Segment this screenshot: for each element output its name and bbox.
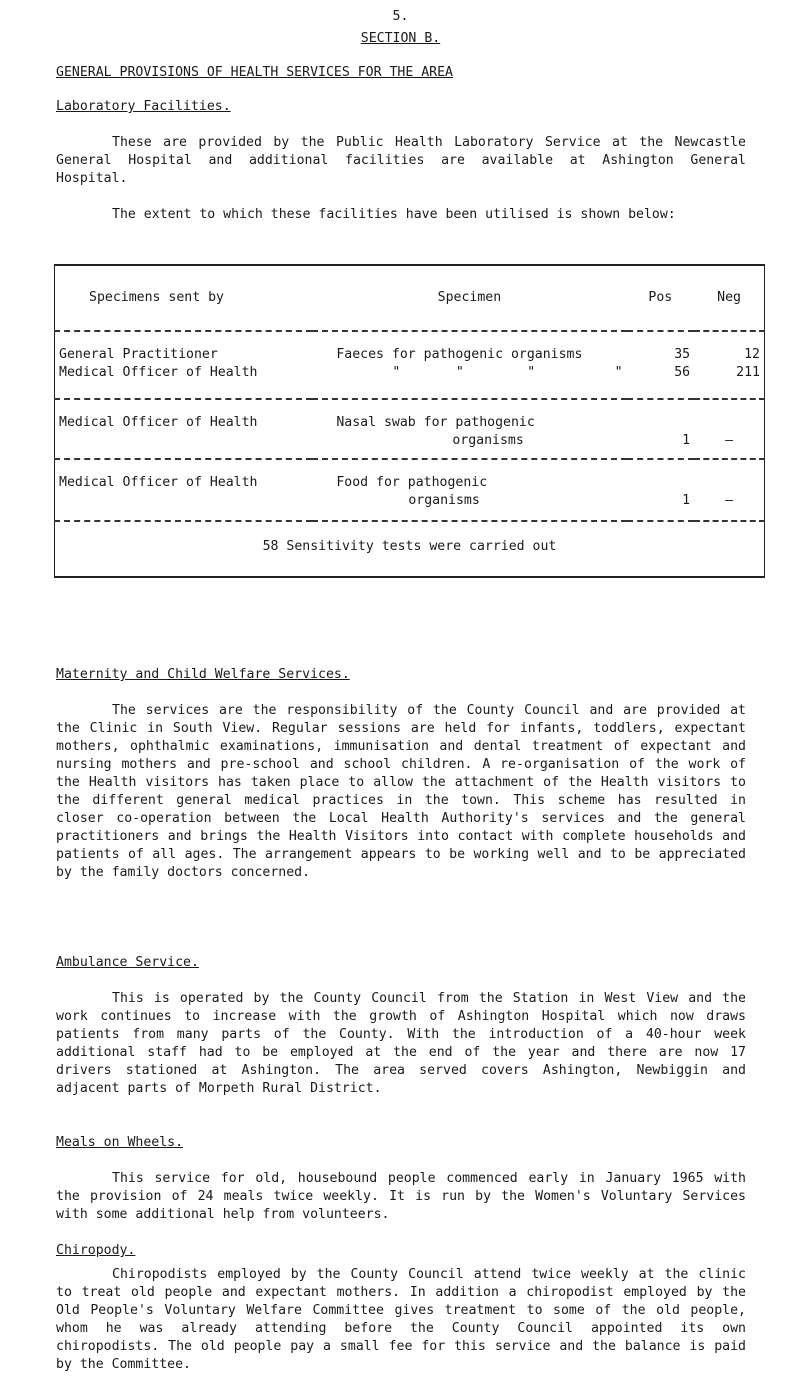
table-row (55, 331, 765, 364)
table-row (55, 459, 765, 521)
meals-paragraph: This service for old, housebound people commenced early in January 1965 with the provision of 24 meals twice weekly. It is run by the Women's Voluntary Services with some additional help from volunteers. (56, 1171, 746, 1222)
header-pos: Pos (648, 290, 673, 305)
chiropody-paragraph: Chiropodists employed by the County Council attend twice weekly at the clinic to treat old people and expectant mothers. In addition a chiropodist employed by the Old People's Voluntary Welfare Committee gives treatment to some of the old people, whom he was already attending before the County Council appointed its own chiropodists. The old people pay a small fee for this service and the balance is paid by the Committee. (56, 1267, 746, 1372)
meals-section (56, 1134, 746, 1224)
specimen-line-1: Food for pathogenic (336, 475, 488, 490)
pos-cell: 56 (674, 365, 691, 380)
header-specimens-sent-by: Specimens sent by (89, 290, 224, 305)
sender-cell: Medical Officer of Health (55, 399, 313, 459)
ambulance-paragraph: This is operated by the County Council from the Station in West View and the work continues to increase with the growth of Ashington Hospital which now draws patients from many parts of the County. With the introduction of a 40-hour week additional staff had to be employed at the end of the year and there are now 17 drivers stationed at Ashington. The area served covers Ashington, Newbiggin and adjacent parts of Morpeth Rural District. (56, 991, 746, 1096)
chiropody-section (56, 1242, 746, 1374)
specimen-line-1: Nasal swab for pathogenic (336, 415, 535, 430)
sensitivity-tests-note: 58 Sensitivity tests were carried out (55, 521, 765, 577)
specimens-table (54, 264, 765, 578)
ambulance-heading: Ambulance Service. (56, 955, 199, 970)
ambulance-section (56, 954, 746, 1098)
section-title: SECTION B. (360, 31, 441, 46)
specimen-line-2: organisms (408, 493, 480, 508)
maternity-section (56, 666, 746, 882)
laboratory-paragraph-2: The extent to which these facilities have been utilised is shown below: (112, 207, 676, 222)
chiropody-heading: Chiropody. (56, 1243, 136, 1258)
sender-cell: General Practitioner (55, 331, 313, 364)
page-number: 5. (392, 9, 409, 24)
table-row (55, 399, 765, 459)
maternity-paragraph: The services are the responsibility of the County Council and are provided at the Clinic in South View. Regular sessions are held for infants, toddlers, expectant mothers, ophthalmic examinations, immunisation and dental treatment of expectant and nursing mothers and pre-school and school children. A re-organisation of the work of the Health visitors has taken place to allow the attachment of the Health visitors to the different general medical practices in the town. This scheme has resulted in closer co-operation between the Local Health Authority's services and the general practitioners and brings the Health Visitors into contact with complete households and patients of all ages. The arrangement appears to be working well and to be appreciated by the family doctors concerned. (56, 703, 746, 880)
table-row (55, 364, 765, 399)
sender-cell: Medical Officer of Health (55, 459, 313, 521)
specimen-cell (312, 459, 626, 521)
header-specimen: Specimen (437, 290, 502, 305)
table-footer-row (55, 521, 765, 577)
neg-cell: – (694, 459, 764, 521)
maternity-heading: Maternity and Child Welfare Services. (56, 667, 350, 682)
pos-cell: 35 (627, 331, 695, 364)
area-title: GENERAL PROVISIONS OF HEALTH SERVICES FOR THE AREA (56, 65, 453, 80)
neg-cell: 211 (736, 365, 760, 380)
table-header-row (55, 265, 765, 331)
neg-cell: – (694, 399, 764, 459)
laboratory-section (56, 98, 746, 224)
neg-cell: 12 (694, 331, 764, 364)
sender-cell: Medical Officer of Health (59, 365, 258, 380)
specimen-line-2: organisms (452, 433, 524, 448)
header-neg: Neg (717, 290, 741, 305)
laboratory-paragraph-1: These are provided by the Public Health Laboratory Service at the Newcastle General Hospital and additional facilities are available at Ashington General Hospital. (56, 135, 746, 186)
pos-cell: 1 (627, 459, 695, 521)
specimen-cell: Faeces for pathogenic organisms (312, 331, 626, 364)
specimen-cell (312, 399, 626, 459)
pos-cell: 1 (627, 399, 695, 459)
specimen-cell: " " " " (392, 365, 623, 380)
laboratory-heading: Laboratory Facilities. (56, 99, 231, 114)
meals-heading: Meals on Wheels. (56, 1135, 184, 1150)
